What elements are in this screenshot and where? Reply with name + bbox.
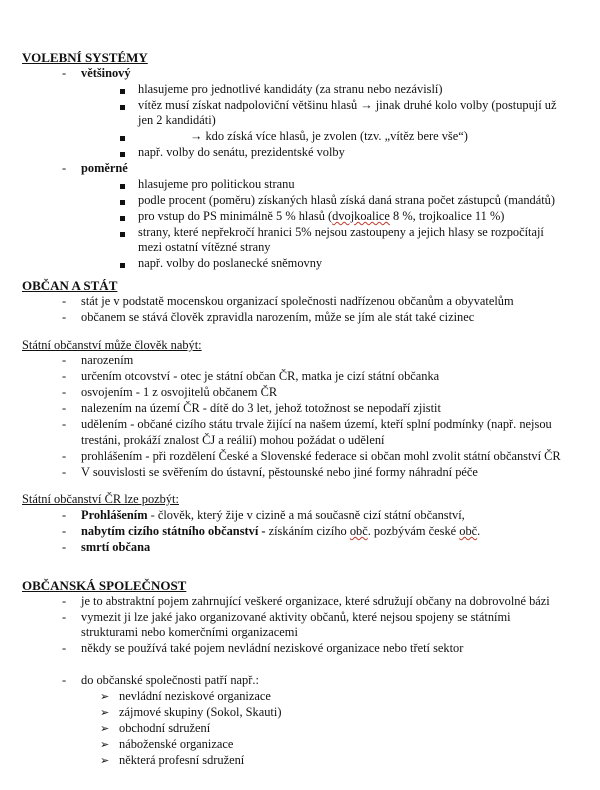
dash-marker: - — [62, 641, 67, 655]
list-item: hlasujeme pro politickou stranu — [138, 177, 295, 191]
dash-marker: - — [62, 369, 67, 383]
list-item: nalezením na území ČR - dítě do 3 let, jehož totožnost se nepodaří zjistit — [81, 401, 441, 415]
bold-term: Prohlášením — [81, 508, 148, 522]
list-item: smrtí občana — [81, 540, 151, 554]
example-item: náboženské organizace — [119, 737, 234, 751]
subheading-nabyti: Státní občanství může člověk nabýt: — [22, 338, 202, 352]
dash-marker: - — [62, 540, 67, 554]
list-item — [81, 524, 480, 539]
dash-marker: - — [62, 610, 67, 624]
list-item: vítěz musí získat nadpoloviční většinu hlasů → jinak druhé kolo volby (postupují už — [138, 98, 557, 112]
dash-marker: - — [62, 401, 67, 415]
text-part: získáním cizího — [268, 524, 350, 538]
list-item-continuation: trestáni, prokáží znalost ČJ a reálií) mohou požádat o udělení — [81, 433, 385, 447]
list-item: vymezit ji lze jaké jako organizované aktivity občanů, které nejsou spojeny se státními — [81, 610, 511, 624]
bullet-square — [120, 216, 125, 221]
bullet-square — [120, 136, 125, 141]
list-item — [138, 209, 504, 224]
arrow-bullet-icon: ➢ — [100, 690, 110, 703]
arrow-bullet-icon: ➢ — [100, 706, 110, 719]
heading-obcan-a-stat: OBČAN A STÁT — [22, 278, 118, 293]
list-item: osvojením - 1 z osvojitelů občanem ČR — [81, 385, 278, 399]
arrow-bullet-icon: ➢ — [100, 722, 110, 735]
list-item: strany, které nepřekročí hranici 5% nejsou zastoupeny a jejich hlasy se rozpočítají — [138, 225, 544, 239]
heading-obcanska-spolecnost: OBČANSKÁ SPOLEČNOST — [22, 578, 187, 593]
list-item: → kdo získá více hlasů, je zvolen (tzv. „vítěz bere vše“) — [190, 129, 468, 143]
dash-marker: - — [62, 385, 67, 399]
example-item: některá profesní sdružení — [119, 753, 245, 767]
list-item-continuation: jen 2 kandidáti) — [138, 113, 216, 127]
bullet-square — [120, 105, 125, 110]
dash-marker: - — [62, 310, 67, 324]
list-item — [81, 508, 465, 523]
label-pomerne: poměrné — [81, 161, 128, 175]
dash-marker: - — [62, 673, 67, 687]
dash-marker: - — [62, 66, 67, 80]
bullet-square — [120, 263, 125, 268]
bullet-square — [120, 152, 125, 157]
misspelled-word: obč — [349, 524, 368, 538]
dash-marker: - — [62, 524, 67, 538]
dash-marker: - — [62, 449, 67, 463]
dash-marker: - — [62, 161, 67, 175]
list-item: občanem se stává člověk zpravidla narozením, může se jím ale stát také cizinec — [81, 310, 475, 324]
list-item: např. volby do poslanecké sněmovny — [138, 256, 323, 270]
label-vetsinovy: většinový — [81, 66, 131, 80]
text-part: . — [477, 524, 481, 538]
list-item: narozením — [81, 353, 134, 367]
dash-marker: - — [62, 465, 67, 479]
bullet-square — [120, 184, 125, 189]
misspelled-word: obč — [459, 524, 478, 538]
list-item: někdy se používá také pojem nevládní neziskové organizace nebo třetí sektor — [81, 641, 464, 655]
subheading-pozbyti: Státní občanství ČR lze pozbýt: — [22, 492, 179, 506]
list-item: určením otcovství - otec je státní občan ČR, matka je cizí státní občanka — [81, 369, 440, 383]
list-item-continuation: mezi ostatní vítězné strany — [138, 240, 271, 254]
bullet-square — [120, 200, 125, 205]
dash-marker: - — [62, 353, 67, 367]
bullet-square — [120, 89, 125, 94]
example-item: nevládní neziskové organizace — [119, 689, 271, 703]
list-item: V souvislosti se svěřením do ústavní, pěstounské nebo jiné formy náhradní péče — [81, 465, 478, 479]
text-part: pro vstup do PS minimálně 5 % hlasů ( — [138, 209, 333, 223]
example-item: zájmové skupiny (Sokol, Skauti) — [119, 705, 282, 719]
text-part: . pozbývám české — [367, 524, 460, 538]
arrow-bullet-icon: ➢ — [100, 754, 110, 767]
list-item: stát je v podstatě mocenskou organizací společnosti nadřízenou občanům a obyvatelům — [81, 294, 514, 308]
list-item: hlasujeme pro jednotlivé kandidáty (za stranu nebo nezávislí) — [138, 82, 443, 96]
list-item-continuation: strukturami nebo komerčními organizacemi — [81, 625, 298, 639]
heading-volebni-systemy: VOLEBNÍ SYSTÉMY — [22, 50, 148, 65]
bold-term: nabytím cizího státního občanství - — [81, 524, 269, 538]
text-part: - člověk, který žije v cizině a má současně cizí státní občanství, — [147, 508, 465, 522]
example-item: obchodní sdružení — [119, 721, 211, 735]
dash-marker: - — [62, 508, 67, 522]
text-part: 8 %, trojkoalice 11 %) — [389, 209, 505, 223]
list-item: podle procent (poměru) získaných hlasů získá daná strana počet zástupců (mandátů) — [138, 193, 555, 207]
dash-marker: - — [62, 294, 67, 308]
list-item: do občanské společnosti patří např.: — [81, 673, 259, 687]
list-item: udělením - občané cizího státu trvale žijící na našem území, kteří splní podmínky (např. nejsou — [81, 417, 552, 431]
bullet-square — [120, 232, 125, 237]
list-item: např. volby do senátu, prezidentské volby — [138, 145, 345, 159]
misspelled-word: dvojkoalice — [332, 209, 390, 223]
arrow-bullet-icon: ➢ — [100, 738, 110, 751]
dash-marker: - — [62, 417, 67, 431]
list-item: prohlášením - při rozdělení České a Slovenské federace si občan mohl zvolit státní občanství ČR — [81, 449, 561, 463]
dash-marker: - — [62, 594, 67, 608]
list-item: je to abstraktní pojem zahrnující veškeré organizace, které sdružují občany na dobrovolné bázi — [81, 594, 550, 608]
